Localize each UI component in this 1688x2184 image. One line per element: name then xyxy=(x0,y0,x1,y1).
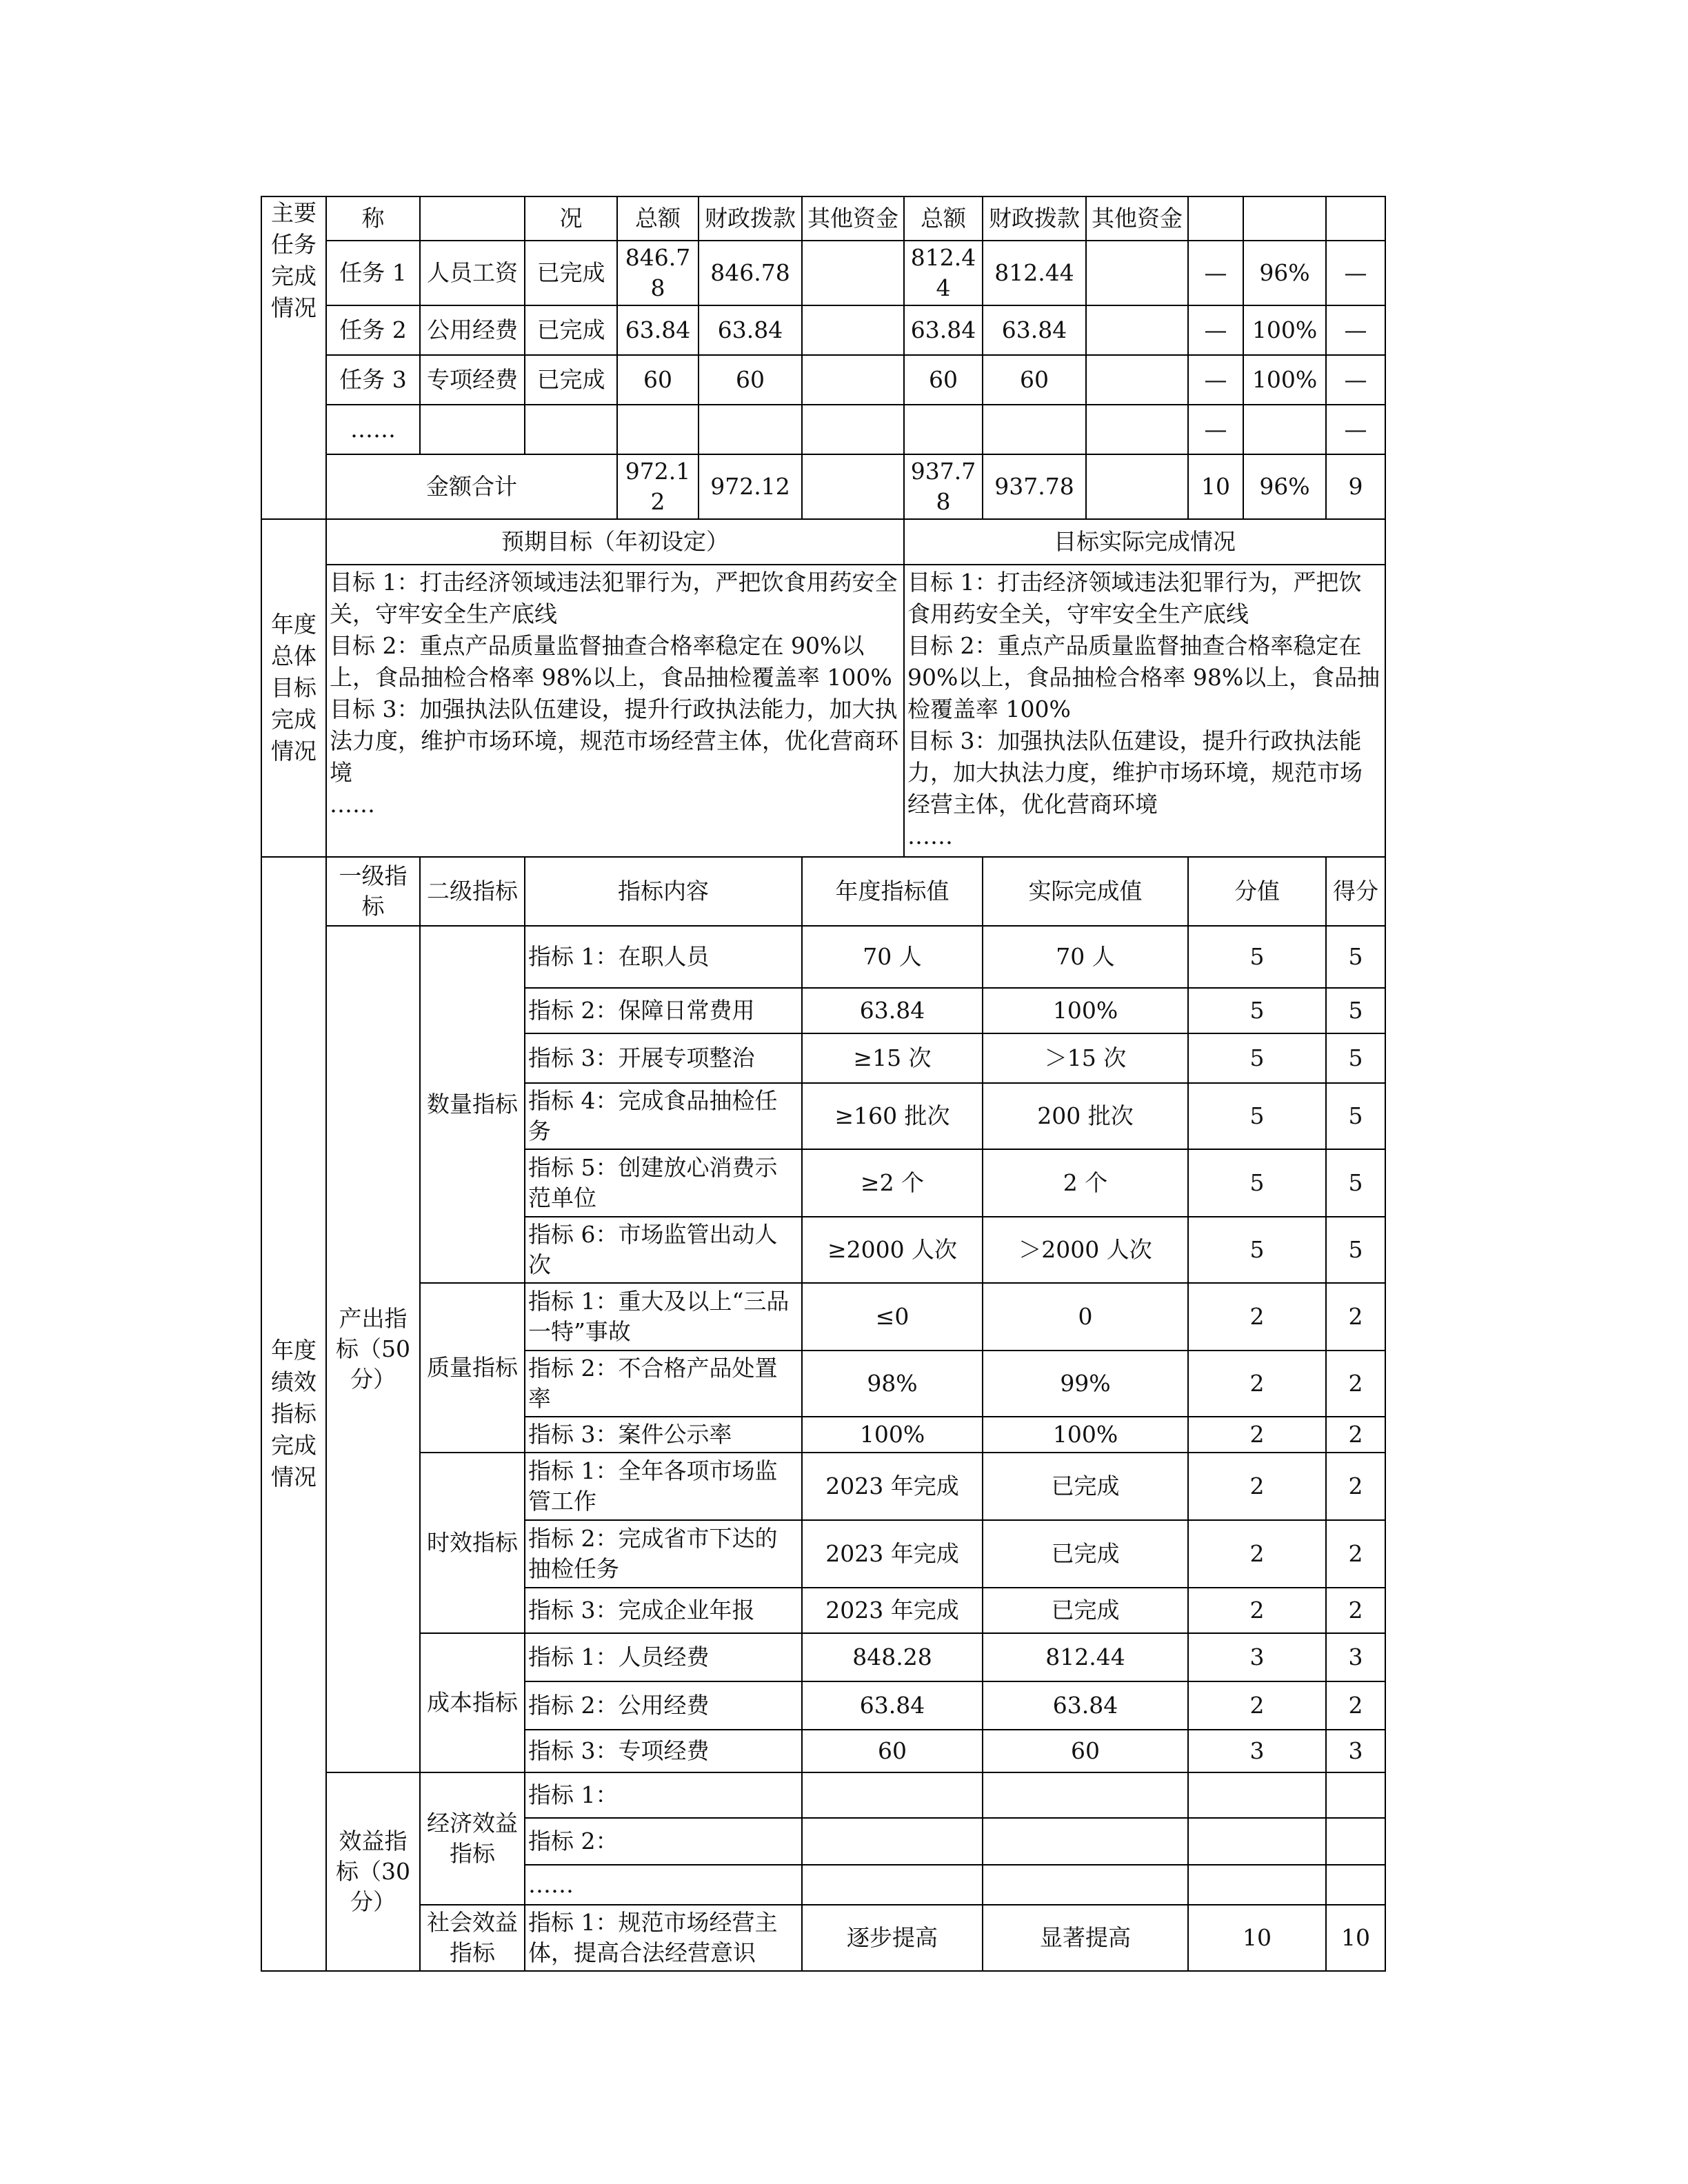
score-obtained: 2 xyxy=(1326,1681,1385,1730)
total-row xyxy=(261,454,1385,519)
indicator-header-cell: 指标内容 xyxy=(525,857,802,926)
score-weight: 2 xyxy=(1188,1453,1326,1520)
performance-table xyxy=(261,196,1386,1972)
score-obtained: 10 xyxy=(1326,1905,1385,1971)
score-obtained: 5 xyxy=(1326,1149,1385,1217)
task-cell: 公用经费 xyxy=(420,305,525,355)
score-weight: 5 xyxy=(1188,1033,1326,1083)
score-obtained: 3 xyxy=(1326,1633,1385,1681)
task-cell: — xyxy=(1326,305,1385,355)
timeliness-indicator-label: 时效指标 xyxy=(420,1453,525,1633)
total-cell: 10 xyxy=(1188,454,1243,519)
expected-goal-line: …… xyxy=(330,791,375,818)
actual-value: 60 xyxy=(983,1730,1188,1772)
score-weight xyxy=(1188,1818,1326,1865)
task-cell: 812.44 xyxy=(904,241,983,305)
actual-value xyxy=(983,1772,1188,1818)
indicator-content: 指标 1：人员经费 xyxy=(525,1633,802,1681)
header-cell xyxy=(420,196,525,241)
header-cell xyxy=(1326,196,1385,241)
task-row xyxy=(261,355,1385,405)
score-obtained: 2 xyxy=(1326,1283,1385,1351)
indicator-content: 指标 4：完成食品抽检任务 xyxy=(525,1083,802,1149)
task-cell: 任务 2 xyxy=(326,305,420,355)
task-cell: — xyxy=(1188,405,1243,454)
expected-goal-line: 目标 2：重点产品质量监督抽查合格率稳定在 90%以上，食品抽检合格率 98%以上，食品抽检覆盖率 100% xyxy=(330,632,892,691)
task-cell: 846.78 xyxy=(617,241,699,305)
actual-goal-line: …… xyxy=(907,822,953,849)
score-weight: 5 xyxy=(1188,1217,1326,1283)
header-cell: 其他资金 xyxy=(1086,196,1188,241)
target-value: 2023 年完成 xyxy=(802,1453,983,1520)
indicator-content: 指标 3：开展专项整治 xyxy=(525,1033,802,1083)
social-benefit-label: 社会效益指标 xyxy=(420,1905,525,1971)
actual-value: 99% xyxy=(983,1351,1188,1417)
task-cell xyxy=(525,405,617,454)
target-value: ≥2000 人次 xyxy=(802,1217,983,1283)
task-cell: 已完成 xyxy=(525,241,617,305)
task-cell xyxy=(802,355,904,405)
indicator-content: 指标 2：保障日常费用 xyxy=(525,988,802,1033)
actual-value: 200 批次 xyxy=(983,1083,1188,1149)
target-value: 70 人 xyxy=(802,926,983,988)
score-obtained: 5 xyxy=(1326,926,1385,988)
indicator-row xyxy=(261,1283,1385,1351)
indicator-row xyxy=(261,1905,1385,1971)
task-cell xyxy=(802,241,904,305)
task-cell xyxy=(983,405,1086,454)
target-value xyxy=(802,1865,983,1905)
target-value: 98% xyxy=(802,1351,983,1417)
score-weight: 5 xyxy=(1188,926,1326,988)
indicator-content: 指标 1：在职人员 xyxy=(525,926,802,988)
indicator-content: 指标 3：完成企业年报 xyxy=(525,1588,802,1633)
section-main-tasks-label: 主要任务完成情况 xyxy=(261,196,326,519)
actual-value: ＞15 次 xyxy=(983,1033,1188,1083)
task-cell: 任务 1 xyxy=(326,241,420,305)
score-obtained: 3 xyxy=(1326,1730,1385,1772)
task-cell: 人员工资 xyxy=(420,241,525,305)
target-value: ≤0 xyxy=(802,1283,983,1351)
target-value: 60 xyxy=(802,1730,983,1772)
indicator-content: 指标 1：重大及以上“三品一特”事故 xyxy=(525,1283,802,1351)
header-cell: 财政拨款 xyxy=(983,196,1086,241)
score-weight: 3 xyxy=(1188,1730,1326,1772)
score-weight: 10 xyxy=(1188,1905,1326,1971)
actual-value: 812.44 xyxy=(983,1633,1188,1681)
actual-value: 已完成 xyxy=(983,1588,1188,1633)
task-cell: 60 xyxy=(983,355,1086,405)
indicator-header-cell: 实际完成值 xyxy=(983,857,1188,926)
score-obtained: 5 xyxy=(1326,1083,1385,1149)
task-cell: 63.84 xyxy=(904,305,983,355)
task-cell: 专项经费 xyxy=(420,355,525,405)
score-weight: 2 xyxy=(1188,1283,1326,1351)
indicator-content: 指标 6：市场监管出动人次 xyxy=(525,1217,802,1283)
score-weight: 5 xyxy=(1188,1083,1326,1149)
indicator-content: …… xyxy=(525,1865,802,1905)
total-cell xyxy=(802,454,904,519)
indicator-content: 指标 3：专项经费 xyxy=(525,1730,802,1772)
indicator-content: 指标 2：不合格产品处置率 xyxy=(525,1351,802,1417)
task-cell: 846.78 xyxy=(699,241,802,305)
total-cell: 96% xyxy=(1243,454,1326,519)
performance-table-page xyxy=(261,196,1385,1972)
indicator-content: 指标 1：规范市场经营主体，提高合法经营意识 xyxy=(525,1905,802,1971)
score-obtained xyxy=(1326,1865,1385,1905)
header-cell: 总额 xyxy=(617,196,699,241)
score-obtained: 2 xyxy=(1326,1520,1385,1588)
actual-value: 100% xyxy=(983,1417,1188,1453)
task-cell: …… xyxy=(326,405,420,454)
indicator-content: 指标 2：完成省市下达的抽检任务 xyxy=(525,1520,802,1588)
total-cell: 937.78 xyxy=(904,454,983,519)
score-obtained: 5 xyxy=(1326,1033,1385,1083)
task-cell xyxy=(904,405,983,454)
indicator-row xyxy=(261,1633,1385,1681)
total-cell: 9 xyxy=(1326,454,1385,519)
actual-value: 已完成 xyxy=(983,1520,1188,1588)
expected-goal-line: 目标 3：加强执法队伍建设，提升行政执法能力，加大执法力度，维护市场环境，规范市场经营主体，优化营商环境 xyxy=(330,696,898,786)
actual-goal-header: 目标实际完成情况 xyxy=(904,519,1385,565)
score-obtained: 5 xyxy=(1326,988,1385,1033)
task-cell: 任务 3 xyxy=(326,355,420,405)
target-value: ≥160 批次 xyxy=(802,1083,983,1149)
task-cell: 96% xyxy=(1243,241,1326,305)
target-value: 63.84 xyxy=(802,988,983,1033)
actual-value: 显著提高 xyxy=(983,1905,1188,1971)
indicator-content: 指标 5：创建放心消费示范单位 xyxy=(525,1149,802,1217)
indicator-header-row xyxy=(261,857,1385,926)
score-weight: 5 xyxy=(1188,988,1326,1033)
task-cell: 63.84 xyxy=(617,305,699,355)
target-value: 100% xyxy=(802,1417,983,1453)
target-value xyxy=(802,1772,983,1818)
score-weight: 5 xyxy=(1188,1149,1326,1217)
task-cell: — xyxy=(1188,355,1243,405)
indicator-row xyxy=(261,1453,1385,1520)
actual-goal-line: 目标 1：打击经济领域违法犯罪行为，严把饮食用药安全关，守牢安全生产底线 xyxy=(907,569,1362,627)
indicator-content: 指标 1：全年各项市场监管工作 xyxy=(525,1453,802,1520)
total-label: 金额合计 xyxy=(326,454,617,519)
task-cell: 812.44 xyxy=(983,241,1086,305)
score-weight: 2 xyxy=(1188,1351,1326,1417)
indicator-header-cell: 一级指标 xyxy=(326,857,420,926)
cost-indicator-label: 成本指标 xyxy=(420,1633,525,1772)
header-cell: 其他资金 xyxy=(802,196,904,241)
indicator-content: 指标 3：案件公示率 xyxy=(525,1417,802,1453)
task-cell xyxy=(617,405,699,454)
task-cell xyxy=(802,305,904,355)
score-weight: 2 xyxy=(1188,1417,1326,1453)
actual-value: 63.84 xyxy=(983,1681,1188,1730)
expected-goal-header: 预期目标（年初设定） xyxy=(326,519,904,565)
task-row xyxy=(261,305,1385,355)
task-cell: 63.84 xyxy=(699,305,802,355)
indicator-content: 指标 2：公用经费 xyxy=(525,1681,802,1730)
score-obtained xyxy=(1326,1772,1385,1818)
indicator-row xyxy=(261,1772,1385,1818)
score-obtained: 5 xyxy=(1326,1217,1385,1283)
header-cell: 称 xyxy=(326,196,420,241)
score-obtained: 2 xyxy=(1326,1417,1385,1453)
task-cell: 60 xyxy=(699,355,802,405)
indicator-header-cell: 二级指标 xyxy=(420,857,525,926)
score-weight: 2 xyxy=(1188,1588,1326,1633)
actual-value: 100% xyxy=(983,988,1188,1033)
task-cell xyxy=(1086,241,1188,305)
score-obtained: 2 xyxy=(1326,1351,1385,1417)
target-value: 63.84 xyxy=(802,1681,983,1730)
indicator-header-cell: 分值 xyxy=(1188,857,1326,926)
quantity-indicator-label: 数量指标 xyxy=(420,926,525,1283)
score-weight: 2 xyxy=(1188,1681,1326,1730)
task-cell: — xyxy=(1326,405,1385,454)
actual-value: ＞2000 人次 xyxy=(983,1217,1188,1283)
header-cell: 总额 xyxy=(904,196,983,241)
economic-benefit-label: 经济效益指标 xyxy=(420,1772,525,1905)
score-weight xyxy=(1188,1772,1326,1818)
score-obtained: 2 xyxy=(1326,1588,1385,1633)
target-value: 2023 年完成 xyxy=(802,1588,983,1633)
target-value: 逐步提高 xyxy=(802,1905,983,1971)
quality-indicator-label: 质量指标 xyxy=(420,1283,525,1453)
indicator-header-cell: 年度指标值 xyxy=(802,857,983,926)
indicator-row xyxy=(261,926,1385,988)
task-cell: 60 xyxy=(904,355,983,405)
header-cell xyxy=(1188,196,1243,241)
task-row xyxy=(261,405,1385,454)
score-weight: 3 xyxy=(1188,1633,1326,1681)
actual-value: 2 个 xyxy=(983,1149,1188,1217)
target-value: ≥2 个 xyxy=(802,1149,983,1217)
score-weight xyxy=(1188,1865,1326,1905)
task-cell: 60 xyxy=(617,355,699,405)
total-cell: 972.12 xyxy=(617,454,699,519)
task-cell: — xyxy=(1188,305,1243,355)
task-header-row xyxy=(261,196,1385,241)
target-value: 2023 年完成 xyxy=(802,1520,983,1588)
header-cell: 财政拨款 xyxy=(699,196,802,241)
benefit-indicator-label: 效益指标（30 分） xyxy=(326,1772,420,1971)
total-cell: 937.78 xyxy=(983,454,1086,519)
header-cell: 况 xyxy=(525,196,617,241)
goal-content-row xyxy=(261,565,1385,857)
task-cell xyxy=(699,405,802,454)
task-cell: — xyxy=(1188,241,1243,305)
score-obtained: 2 xyxy=(1326,1453,1385,1520)
actual-goal-line: 目标 2：重点产品质量监督抽查合格率稳定在 90%以上，食品抽检合格率 98%以上，食品抽检覆盖率 100% xyxy=(907,632,1380,722)
actual-value xyxy=(983,1818,1188,1865)
task-cell: 63.84 xyxy=(983,305,1086,355)
score-obtained xyxy=(1326,1818,1385,1865)
target-value: 848.28 xyxy=(802,1633,983,1681)
task-cell xyxy=(1086,405,1188,454)
expected-goal-content xyxy=(326,565,904,857)
goal-header-row xyxy=(261,519,1385,565)
task-row xyxy=(261,241,1385,305)
actual-goal-content xyxy=(904,565,1385,857)
indicator-content: 指标 1： xyxy=(525,1772,802,1818)
task-cell xyxy=(1086,305,1188,355)
target-value: ≥15 次 xyxy=(802,1033,983,1083)
actual-value: 已完成 xyxy=(983,1453,1188,1520)
task-cell: 已完成 xyxy=(525,355,617,405)
actual-value xyxy=(983,1865,1188,1905)
task-cell: 已完成 xyxy=(525,305,617,355)
target-value xyxy=(802,1818,983,1865)
task-cell: — xyxy=(1326,355,1385,405)
task-cell xyxy=(802,405,904,454)
total-cell: 972.12 xyxy=(699,454,802,519)
actual-goal-line: 目标 3：加强执法队伍建设，提升行政执法能力，加大执法力度，维护市场环境，规范市场经营主体，优化营商环境 xyxy=(907,727,1363,818)
task-cell xyxy=(1243,405,1326,454)
task-cell xyxy=(1086,355,1188,405)
task-cell: 100% xyxy=(1243,355,1326,405)
task-cell xyxy=(420,405,525,454)
section-performance-label: 年度绩效指标完成情况 xyxy=(261,857,326,1971)
indicator-header-cell: 得分 xyxy=(1326,857,1385,926)
score-weight: 2 xyxy=(1188,1520,1326,1588)
actual-value: 0 xyxy=(983,1283,1188,1351)
actual-value: 70 人 xyxy=(983,926,1188,988)
header-cell xyxy=(1243,196,1326,241)
task-cell: — xyxy=(1326,241,1385,305)
task-cell: 100% xyxy=(1243,305,1326,355)
indicator-content: 指标 2： xyxy=(525,1818,802,1865)
expected-goal-line: 目标 1：打击经济领域违法犯罪行为，严把饮食用药安全关，守牢安全生产底线 xyxy=(330,569,898,627)
section-annual-goal-label: 年度总体目标完成情况 xyxy=(261,519,326,857)
total-cell xyxy=(1086,454,1188,519)
output-indicator-label: 产出指标（50 分） xyxy=(326,926,420,1772)
